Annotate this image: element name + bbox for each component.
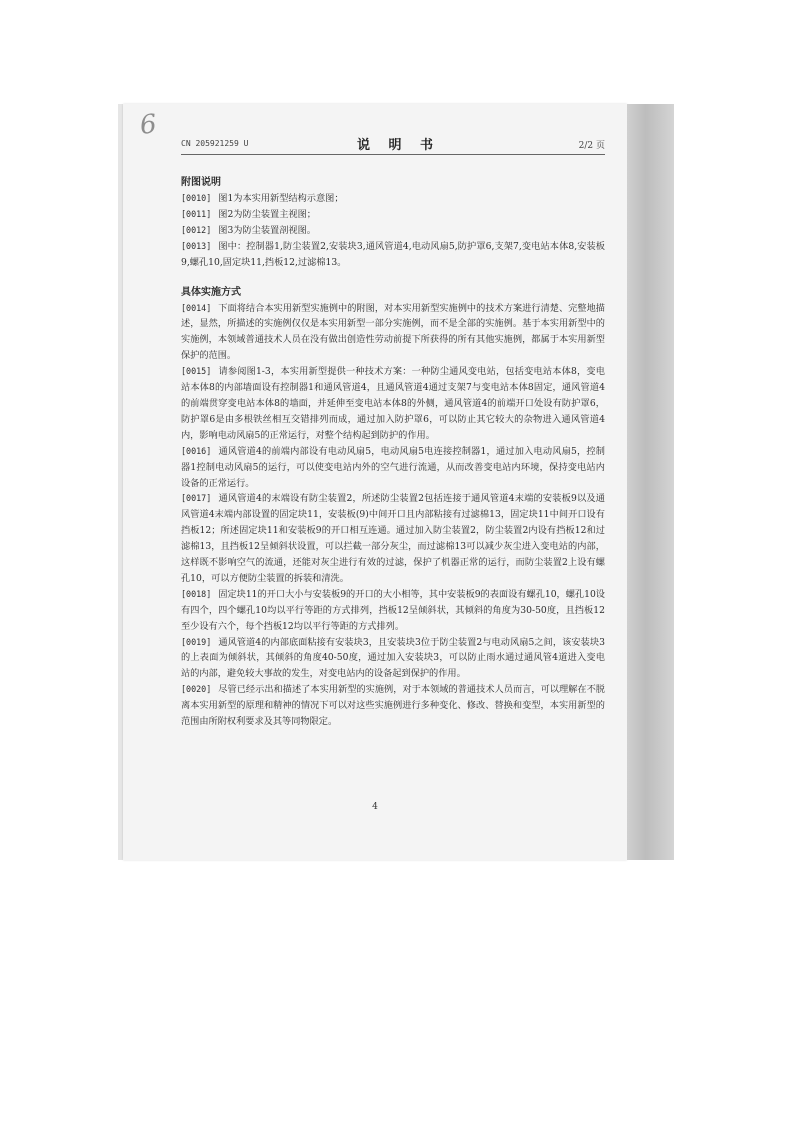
paragraph-number: [0015] — [181, 366, 212, 377]
paragraph-number: [0020] — [181, 684, 212, 695]
paragraph-number: [0016] — [181, 445, 212, 456]
paragraph — [181, 207, 605, 223]
paragraph-text: 下面将结合本实用新型实施例中的附图，对本实用新型实施例中的技术方案进行清楚、完整地描述，显然，所描述的实施例仅仅是本实用新型一部分实施例，而不是全部的实施例。基于本实用新型中的实施例，本领域普通技术人员在没有做出创造性劳动前提下所获得的所有其他实施例，都属于本实用新型保护的范围。 — [181, 302, 605, 362]
paragraph — [181, 301, 605, 365]
paragraph-number: [0010] — [181, 193, 212, 203]
paragraph-text: 通风管道4的内部底面粘接有安装块3，且安装块3位于防尘装置2与电动风扇5之间，该安装块3的上表面为倾斜状，其倾斜的角度40-50度，通过加入安装块3，可以防止雨水通过通风管4道进入变电站的内部，避免较大事故的发生，对变电站内的设备起到保护的作用。 — [181, 636, 605, 680]
paragraph-number: [0013] — [181, 240, 212, 251]
paragraph — [181, 223, 605, 239]
paragraph — [181, 491, 605, 586]
embodiment-heading: 具体实施方式 — [181, 286, 241, 298]
scan-shadow — [627, 104, 674, 860]
page-count: 2/2 页 — [578, 141, 605, 151]
paragraph-text: 固定块11的开口大小与安装板9的开口的大小相等，其中安装板9的表面设有螺孔10，螺孔10设有四个，四个螺孔10均以平行等距的方式排列，挡板12呈倾斜状，其倾斜的角度为30-50度，且挡板12至少设有六个，每个挡板12均以平行等距的方式排列。 — [181, 588, 605, 632]
paragraph-number: [0014] — [181, 302, 212, 313]
page-title: 说 明 书 — [357, 138, 441, 153]
paragraph — [181, 191, 605, 207]
paragraph-text: 通风管道4的末端设有防尘装置2，所述防尘装置2包括连接于通风管道4末端的安装板9以及通风管道4末端内部设置的固定块11，安装板(9)中间开口且内部粘接有过滤棉13，固定块11中间开口设有挡板12；所述固定块11和安装板9的开口相互连通。通过加入防尘装置2，防尘装置2内设有挡板12和过滤棉13，且挡板12呈倾斜状设置，可以拦截一部分灰尘，而过滤棉13可以减少灰尘进入变电站的内部，这样既不影响空气的流通，还能对灰尘进行有效的过滤，保护了机器正常的运行，而防尘装置2上设有螺孔10，可以方便防尘装置的拆装和清洗。 — [181, 493, 605, 584]
paragraph-text: 图3为防尘装置剖视图。 — [218, 224, 316, 236]
paragraph-text: 请参阅图1-3，本实用新型提供一种技术方案：一种防尘通风变电站，包括变电站本体8，变电站本体8的内部墙面设有控制器1和通风管道4，且通风管道4通过支架7与变电站本体8固定，通风管道4的前端贯穿变电站本体8的墙面，并延伸至变电站本体8的外侧，通风管道4的前端开口处设有防护罩6，防护罩6是由多根铁丝相互交错排列而成，通过加入防护罩6，可以防止其它较大的杂物进入通风管道4内，影响电动风扇5的正常运行，对整个结构起到防护的作用。 — [181, 366, 605, 441]
handwritten-page-mark: 6 — [138, 109, 159, 141]
paragraph-text: 图2为防尘装置主视图； — [218, 208, 316, 220]
paragraph-number: [0012] — [181, 224, 212, 235]
paragraph-number: [0017] — [181, 493, 212, 504]
page-number: 4 — [372, 802, 378, 812]
paragraph — [181, 239, 605, 271]
paragraph-text: 尽管已经示出和描述了本实用新型的实施例，对于本领域的普通技术人员而言，可以理解在不脱离本实用新型的原理和精神的情况下可以对这些实施例进行多种变化、修改、替换和变型，本实用新型的范围由所附权利要求及其等同物限定。 — [181, 684, 605, 728]
paragraph — [181, 635, 605, 683]
paragraph-number: [0011] — [181, 208, 212, 219]
paragraph-number: [0019] — [181, 636, 212, 647]
document-body — [181, 175, 605, 730]
paragraph-text: 图中：控制器1,防尘装置2,安装块3,通风管道4,电动风扇5,防护罩6,支架7,变电站本体8,安装板9,螺孔10,固定块11,挡板12,过滤棉13。 — [181, 240, 605, 268]
paragraph — [181, 682, 605, 730]
paragraph-text: 图1为本实用新型结构示意图； — [218, 193, 344, 204]
figures-heading: 附图说明 — [181, 177, 221, 188]
paragraph-text: 通风管道4的前端内部设有电动风扇5，电动风扇5电连接控制器1，通过加入电动风扇5，控制器1控制电动风扇5的运行，可以使变电站内外的空气进行流通，从而改善变电站内环境，保持变电站内设备的正常运行。 — [181, 445, 605, 489]
paragraph — [181, 587, 605, 635]
document-number: CN 205921259 U — [181, 139, 249, 148]
paragraph — [181, 444, 605, 492]
paragraph-number: [0018] — [181, 588, 212, 599]
paragraph — [181, 364, 605, 444]
page-header — [181, 134, 605, 155]
